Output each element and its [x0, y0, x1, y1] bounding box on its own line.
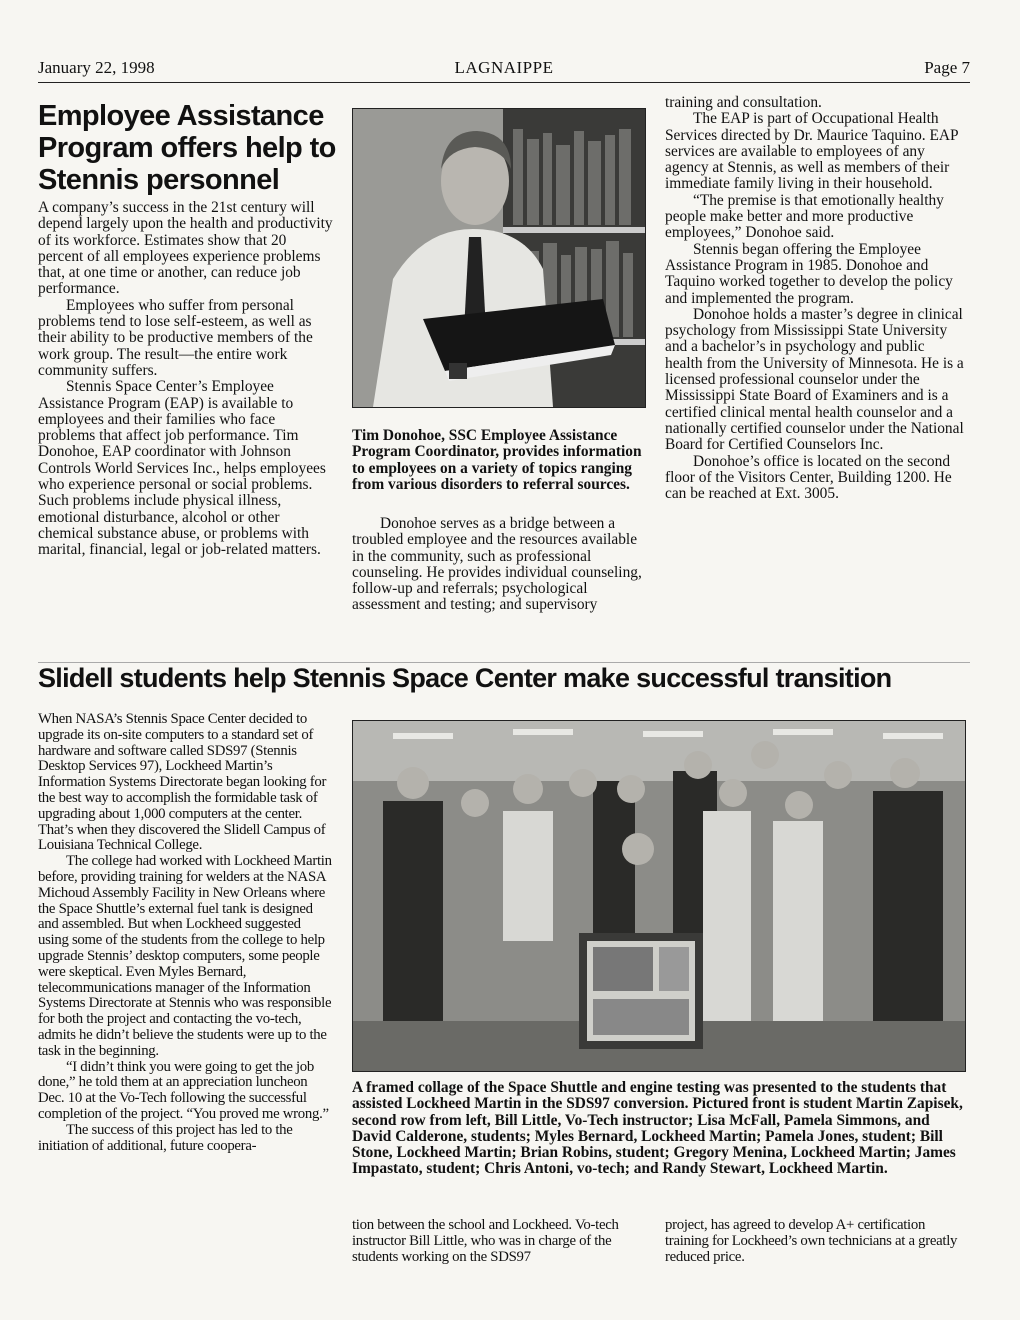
masthead — [38, 58, 970, 83]
paragraph: project, has agreed to develop A+ certification training for Lockheed’s own technicians at a greatly reduced price. — [665, 1217, 958, 1265]
paragraph: Stennis began offering the Employee Assistance Program in 1985. Donohoe and Taquino worked together to develop the policy and implemented the program. — [665, 240, 953, 307]
newsletter-title: LAGNAIPPE — [454, 58, 554, 77]
paragraph: “The premise is that emotionally healthy people make better and more productive employees,” Donohoe said. — [665, 191, 944, 242]
paragraph: Donohoe serves as a bridge between a troubled employee and the resources available in the community, such as professional counseling. He provides individual counseling, follow-up and referrals; psychological assessment and testing; and supervisory — [352, 515, 642, 614]
donohoe-photo — [352, 108, 646, 408]
paragraph: Employees who suffer from personal problems tend to lose self-esteem, as well as their ability to be productive members of the work group. The result—the entire work community suffers. — [38, 296, 313, 379]
photo-caption: Tim Donohoe, SSC Employee Assistance Program Coordinator, provides information to employees on a variety of topics ranging from various disorders to referral sources. — [352, 427, 642, 493]
paragraph: Donohoe’s office is located on the second floor of the Visitors Center, Building 1200. He can be reached at Ext. 3005. — [665, 452, 952, 503]
paragraph: Donohoe holds a master’s degree in clinical psychology from Mississippi State University and a bachelor’s in psychology and public health from the University of Minnesota. He is a licensed professional counselor under the Mississippi State Board of Examiners and is a certified clinical mental health counselor and a nationally certified counselor under the National Board for Certified Counselors Inc. — [665, 305, 964, 454]
paragraph: A company’s success in the 21st century will depend largely upon the health and productivity of its workforce. Estimates show that 20 percent of all employees experience problems that, at one time or another, can reduce job performance. — [38, 199, 333, 298]
paragraph: tion between the school and Lockheed. Vo-tech instructor Bill Little, who was in charge of the students working on the SDS97 — [352, 1217, 619, 1265]
paragraph: Stennis Space Center’s Employee Assistance Program (EAP) is available to employees and their families who face problems that affect job performance. Tim Donohoe, EAP coordinator with Johnson Controls World Services Inc., helps employees who experience personal or social problems. Such problems include physical illness, emotional disturbance, alcohol or other chemical substance abuse, or problems with marital, financial, legal or job-related matters. — [38, 378, 326, 559]
paragraph: The college had worked with Lockheed Martin before, providing training for welders at the NASA Michoud Assembly Facility in New Orleans where the Space Shuttle’s external fuel tank is designed and assembled. But when Lockheed suggested using some of the students from the college to help upgrade Stennis’ desktop computers, some people were skeptical. Even Myles Bernard, telecommunications manager of the Information Systems Directorate at Stennis who was responsible for both the project and contacting the vo-tech, admits he didn’t believe the students were up to the task in the beginning. — [38, 853, 332, 1059]
paragraph: “I didn’t think you were going to get the job done,” he told them at an appreciation luncheon Dec. 10 at the Vo-Tech following the successful completion of the project. “You proved me wrong.” — [38, 1058, 329, 1122]
paragraph: The EAP is part of Occupational Health Services directed by Dr. Maurice Taquino. EAP services are available to employees of any agency at Stennis, as well as members of their immediate family living in their household. — [665, 110, 958, 193]
article-column-1 — [38, 712, 334, 1154]
paragraph: The success of this project has led to the initiation of additional, future coopera- — [38, 1121, 293, 1154]
article-column-1 — [38, 200, 335, 559]
issue-date: January 22, 1998 — [38, 58, 155, 77]
article-column-2 — [352, 1218, 648, 1265]
page-number: Page 7 — [924, 58, 970, 77]
paragraph: training and consultation. — [665, 94, 822, 111]
article-column-3 — [665, 95, 965, 502]
article-headline: Slidell students help Stennis Space Center make successful transition — [38, 663, 892, 693]
paragraph: When NASA’s Stennis Space Center decided to upgrade its on-site computers to a standard set of hardware and software called SDS97 (Stennis Desktop Services 97), Lockheed Martin’s Information Systems Directorate began looking for the best way to accomplish the formidable task of upgrading about 1,000 computers at the center. That’s when they discovered the Slidell Campus of Louisiana Technical College. — [38, 711, 327, 854]
photo-caption: A framed collage of the Space Shuttle and engine testing was presented to the students that assisted Lockheed Martin in the SDS97 conversion. Pictured front is student Martin Zapisek, second row from left, Bill Little, Vo-Tech instructor; Lisa McFall, Pamela Simmons, and David Calderone, students; Myles Bernard, Lockheed Martin; Pamela Jones, student; Bill Stone, Lockheed Martin; Brian Robins, student; Gregory Menina, Lockheed Martin; James Impastato, student; Chris Antoni, vo-tech; and Randy Stewart, Lockheed Martin. — [352, 1079, 963, 1178]
article-column-3 — [665, 1218, 965, 1265]
article-column-2 — [352, 516, 646, 614]
article-headline: Employee Assistance Program offers help to Stennis personnel — [38, 100, 336, 196]
group-photo — [352, 720, 966, 1072]
